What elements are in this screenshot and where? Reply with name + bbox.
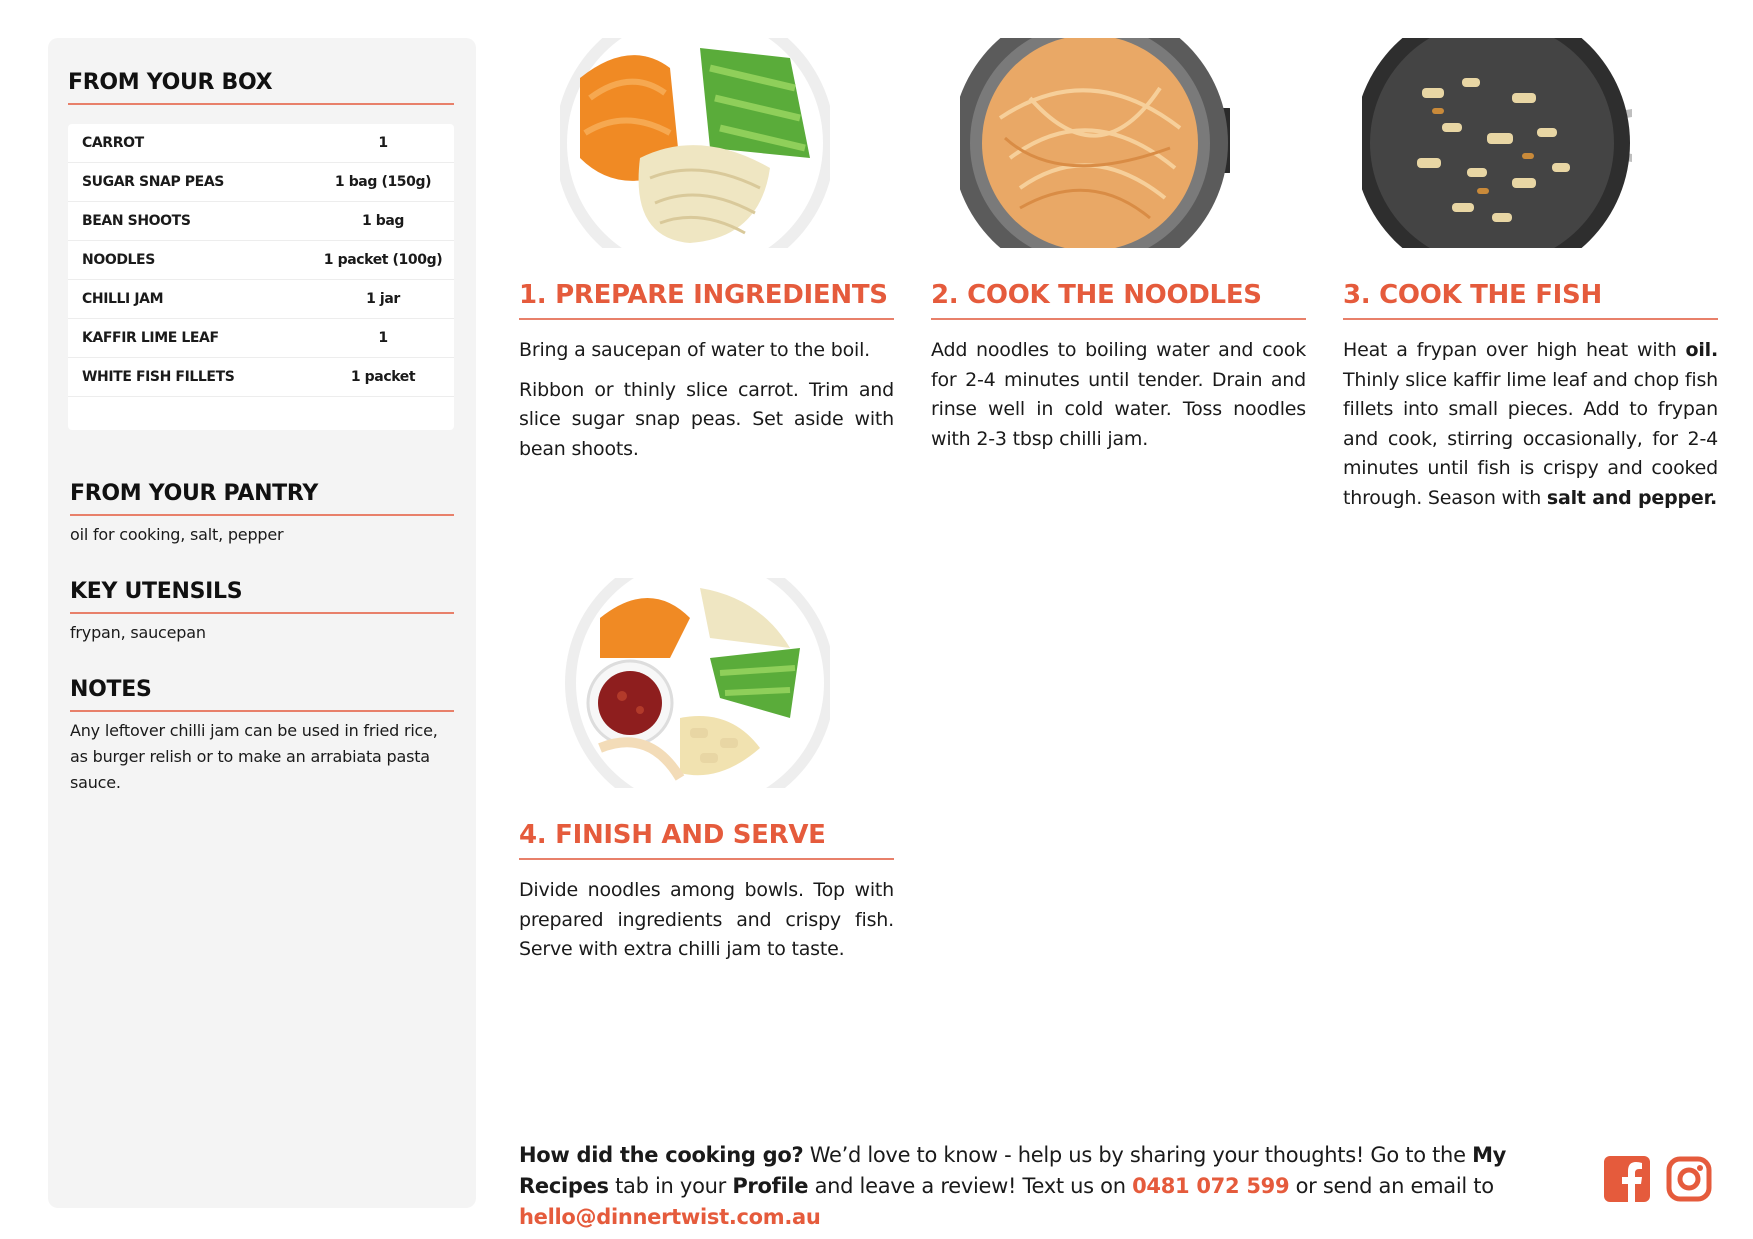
step-3-body — [1343, 336, 1718, 523]
step-1-text: Bring a saucepan of water to the boil. — [519, 339, 870, 361]
email-link[interactable]: hello@dinnertwist.com.au — [519, 1205, 821, 1229]
instagram-icon[interactable] — [1666, 1156, 1712, 1202]
ingredient-qty: 1 jar — [366, 291, 400, 307]
ingredient-name: CHILLI JAM — [82, 291, 164, 307]
feedback-footer: How did the cooking go? We’d love to know - help us by sharing your thoughts! Go to the My Recipes tab in your Profile and leave a review! Text us on 0481 072 599 or send an email to hello@dinnertwist.com.au — [519, 1143, 1507, 1229]
ingredient-name: CARROT — [82, 135, 144, 151]
step-3-text: Heat a frypan over high heat with oil. Thinly slice kaffir lime leaf and chop fish fillets into small pieces. Add to frypan and cook, stirring occasionally, for 2-4 minutes until fish is crispy and cooked through. Season with salt and pepper. — [1343, 339, 1718, 509]
ingredient-name: SUGAR SNAP PEAS — [82, 174, 224, 190]
step-1-title: 1. PREPARE INGREDIENTS — [519, 280, 894, 320]
table-row — [68, 124, 454, 163]
key-utensils-heading: KEY UTENSILS — [70, 579, 454, 614]
step-2-title: 2. COOK THE NOODLES — [931, 280, 1306, 320]
table-row — [68, 163, 454, 202]
phone-link[interactable]: 0481 072 599 — [1132, 1174, 1290, 1198]
step-4-title: 4. FINISH AND SERVE — [519, 820, 894, 860]
ingredient-qty: 1 bag (150g) — [334, 174, 432, 190]
table-row — [68, 319, 454, 358]
table-row — [68, 202, 454, 241]
ingredient-name: KAFFIR LIME LEAF — [82, 330, 219, 346]
step-1-body — [519, 336, 894, 474]
step-3-title: 3. COOK THE FISH — [1343, 280, 1718, 320]
table-row — [68, 280, 454, 319]
from-your-pantry-heading: FROM YOUR PANTRY — [70, 481, 454, 516]
from-your-box-heading: FROM YOUR BOX — [68, 70, 454, 105]
step-2-text: Add noodles to boiling water and cook for 2-4 minutes until tender. Drain and rinse well in cold water. Toss noodles with 2-3 tbsp chilli jam. — [931, 339, 1306, 450]
notes-heading: NOTES — [70, 677, 454, 712]
step-1-text: Ribbon or thinly slice carrot. Trim and slice sugar snap peas. Set aside with bean shoots. — [519, 378, 894, 460]
ingredients-panel — [48, 38, 476, 1208]
notes-text: Any leftover chilli jam can be used in fried rice, as burger relish or to make an arrabiata pasta sauce. — [70, 721, 438, 792]
ingredient-qty: 1 packet — [350, 369, 416, 385]
ingredient-name: BEAN SHOOTS — [82, 213, 191, 229]
frypan-fish-photo — [1362, 38, 1632, 248]
pantry-text: oil for cooking, salt, pepper — [70, 525, 284, 544]
ingredient-qty: 1 — [378, 330, 388, 346]
step-2-body — [931, 336, 1306, 464]
prepared-vegetables-photo — [560, 38, 830, 248]
finished-dish-photo — [560, 578, 830, 788]
ingredient-qty: 1 packet (100g) — [323, 252, 443, 268]
utensils-text: frypan, saucepan — [70, 623, 206, 642]
ingredient-name: WHITE FISH FILLETS — [82, 369, 235, 385]
table-row — [68, 241, 454, 280]
ingredients-table — [68, 124, 454, 430]
table-row — [68, 358, 454, 397]
ingredient-qty: 1 bag — [361, 213, 405, 229]
noodle-pot-photo — [960, 38, 1230, 248]
ingredient-name: NOODLES — [82, 252, 155, 268]
step-4-body — [519, 876, 894, 975]
step-4-text: Divide noodles among bowls. Top with prepared ingredients and crispy fish. Serve with extra chilli jam to taste. — [519, 879, 894, 960]
facebook-icon[interactable] — [1604, 1156, 1650, 1202]
ingredient-qty: 1 — [378, 135, 388, 151]
